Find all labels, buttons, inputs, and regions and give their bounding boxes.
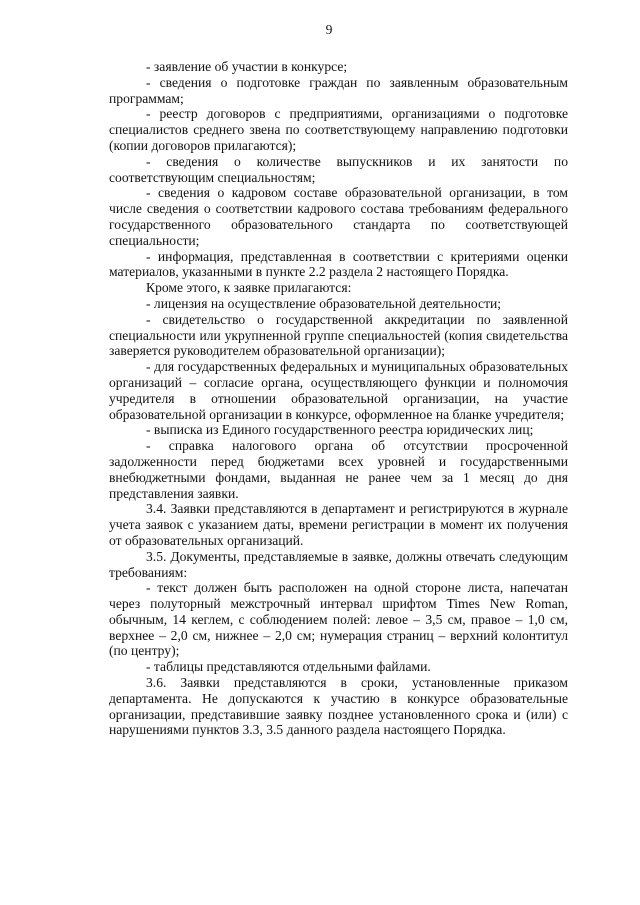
paragraph: 3.6. Заявки представляются в сроки, установленные приказом департамента. Не допускаются к участию в конкурсе образовательные организации, представившие заявку позднее установленного срока и (или) с нарушениями пунктов 3.3, 3.5 данного раздела настоящего Порядка.	[109, 675, 568, 738]
paragraph: - сведения о подготовке граждан по заявленным образовательным программам;	[109, 74, 568, 106]
paragraph: - для государственных федеральных и муниципальных образовательных организаций – согласие органа, осуществляющего функции и полномочия учредителя в отношении образовательной организации, на участие образовательной организации в конкурсе, оформленное на бланке учредителя;	[109, 359, 568, 422]
paragraph: - информация, представленная в соответствии с критериями оценки материалов, указанными в пункте 2.2 раздела 2 настоящего Порядка.	[109, 248, 568, 280]
paragraph: - сведения о кадровом составе образовательной организации, в том числе сведения о соответствии кадрового состава требованиям федерального государственного образовательного стандарта по соответствующей специальности;	[109, 185, 568, 248]
paragraph: - справка налогового органа об отсутствии просроченной задолженности перед бюджетами всех уровней и государственными внебюджетными фондами, выданная не ранее чем за 1 месяц до дня представления заявки.	[109, 438, 568, 501]
paragraph: 3.4. Заявки представляются в департамент и регистрируются в журнале учета заявок с указанием даты, времени регистрации в момент их получения от образовательных организаций.	[109, 501, 568, 548]
paragraph: - заявление об участии в конкурсе;	[146, 59, 348, 74]
paragraph: - лицензия на осуществление образовательной деятельности;	[146, 295, 502, 311]
paragraph: - реестр договоров с предприятиями, организациями о подготовке специалистов среднего звена по соответствующему направлению подготовки (копии договоров прилагаются);	[109, 106, 568, 153]
paragraph: - сведения о количестве выпускников и их занятости по соответствующим специальностям;	[109, 153, 568, 185]
paragraph: 3.5. Документы, представляемые в заявке, должны отвечать следующим требованиям:	[109, 548, 568, 580]
paragraph: - выписка из Единого государственного реестра юридических лиц;	[146, 422, 534, 438]
paragraph: - текст должен быть расположен на одной стороне листа, напечатан через полуторный межстрочный интервал шрифтом Times New Roman, обычным, 14 кеглем, с соблюдением полей: левое – 3,5 см, правое – 1,0 см, верхнее – 2,0 см, нижнее – 2,0 см; нумерация страниц – верхний колонтитул (по центру);	[109, 580, 568, 659]
paragraph: - свидетельство о государственной аккредитации по заявленной специальности или укрупненной группе специальностей (копия свидетельства заверяется руководителем образовательной организации);	[109, 311, 568, 359]
paragraph: - таблицы представляются отдельными файлами.	[146, 659, 431, 675]
page-number: 9	[325, 22, 333, 37]
document-body	[109, 59, 568, 738]
paragraph: Кроме этого, к заявке прилагаются:	[146, 280, 352, 296]
